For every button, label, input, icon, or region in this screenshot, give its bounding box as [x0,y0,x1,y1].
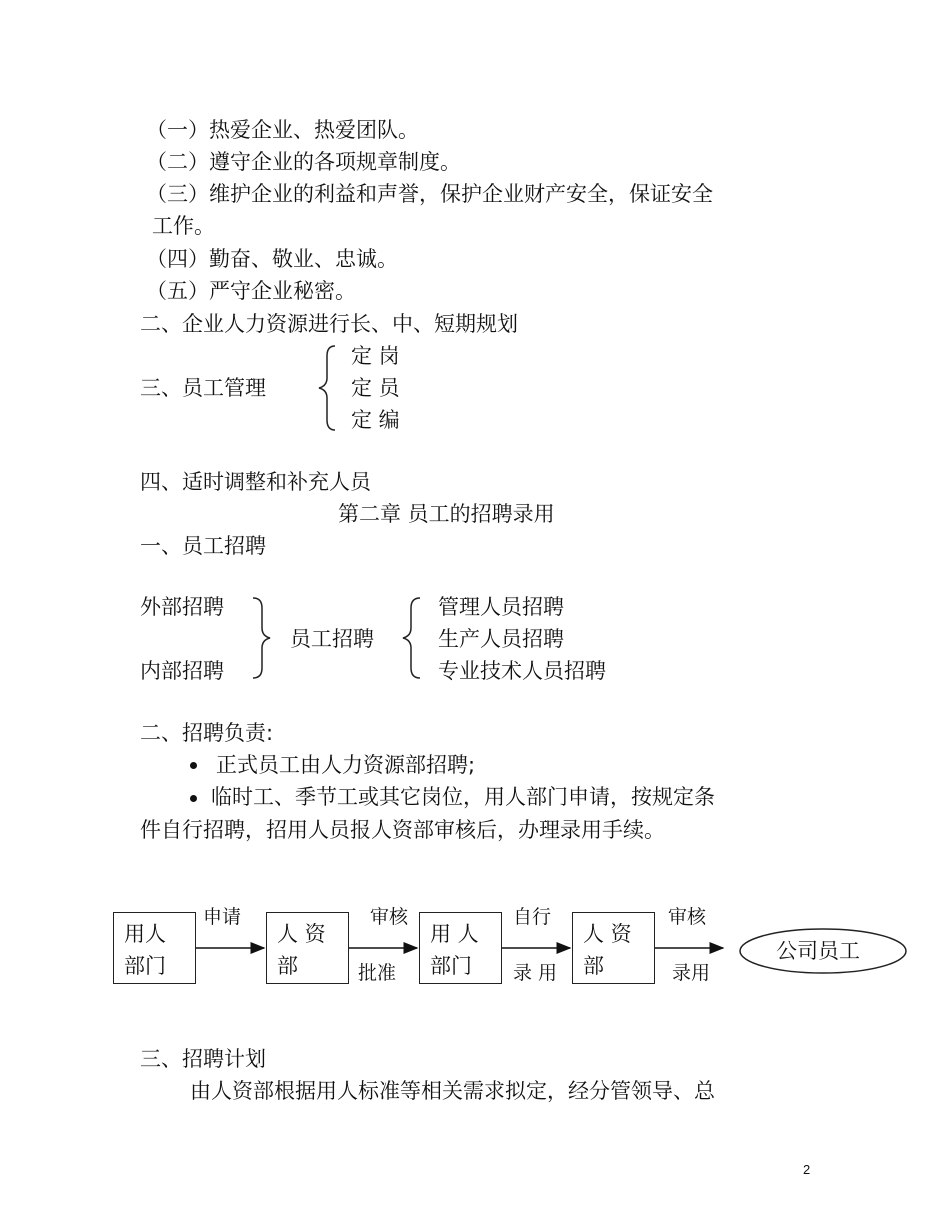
chapter-title: 第二章 员工的招聘录用 [338,502,555,526]
management-item-3: 定 编 [351,408,400,432]
duty-4: （四）勤奋、敬业、忠诚。 [146,247,398,271]
source-internal: 内部招聘 [140,659,224,683]
flow-box-4-line-1: 人 资 [583,922,632,946]
management-brace [319,346,335,430]
duty-3-cont: 工作。 [152,214,215,238]
flow-box-hr-1 [266,912,349,984]
source-external: 外部招聘 [140,595,224,619]
duty-1: （一）热爱企业、热爱团队。 [146,118,419,142]
page-number: 2 [803,1162,811,1177]
duty-5: （五）严守企业秘密。 [146,279,356,303]
flow-box-1-line-1: 用人 [124,922,166,946]
flow-box-department-2 [419,912,502,984]
source-brace [253,598,270,678]
section-3-heading: 三、员工管理 [140,376,266,400]
responsibility-bullet-2: 临时工、季节工或其它岗位，用人部门申请，按规定条 [211,785,715,809]
flow-box-3-line-1: 用 人 [430,922,479,946]
recruit-type-management: 管理人员招聘 [438,595,564,619]
plan-heading: 三、招聘计划 [140,1047,266,1071]
flow-label-apply: 申请 [203,906,242,928]
types-brace [403,598,420,678]
duty-2: （二）遵守企业的各项规章制度。 [146,150,461,174]
flow-label-review-2: 审核 [668,906,707,928]
flow-label-hire: 录 用 [513,962,558,984]
responsibility-heading: 二、招聘负责: [140,721,274,745]
flow-end-label: 公司员工 [776,939,860,963]
responsibility-bullet-1: 正式员工由人力资源部招聘; [216,753,476,777]
section-4-heading: 四、适时调整和补充人员 [140,470,371,494]
flow-label-approve: 批准 [358,962,397,984]
flow-label-employ: 录用 [672,962,711,984]
plan-line-1: 由人资部根据用人标准等相关需求拟定，经分管领导、总 [190,1079,715,1103]
flow-box-2-line-1: 人 资 [277,922,326,946]
flow-box-3-line-2: 部门 [430,954,472,978]
responsibility-bullet-2-cont: 件自行招聘，招用人员报人资部审核后，办理录用手续。 [140,818,665,842]
flow-box-hr-2 [572,912,655,984]
recruit-type-technical: 专业技术人员招聘 [438,659,606,683]
flow-box-4-line-2: 部 [583,954,604,978]
flow-box-2-line-2: 部 [277,954,298,978]
management-item-2: 定 员 [351,376,400,400]
management-item-1: 定 岗 [351,344,400,368]
flow-label-self: 自行 [513,906,552,928]
recruit-type-production: 生产人员招聘 [438,627,564,651]
flow-label-review: 审核 [370,906,409,928]
duty-3: （三）维护企业的利益和声誉，保护企业财产安全，保证安全 [146,182,713,206]
recruit-heading: 一、员工招聘 [140,534,266,558]
recruit-center-label: 员工招聘 [290,627,374,651]
flow-box-department-1 [113,912,196,984]
flow-box-1-line-2: 部门 [124,954,166,978]
section-2-heading: 二、企业人力资源进行长、中、短期规划 [140,312,518,336]
